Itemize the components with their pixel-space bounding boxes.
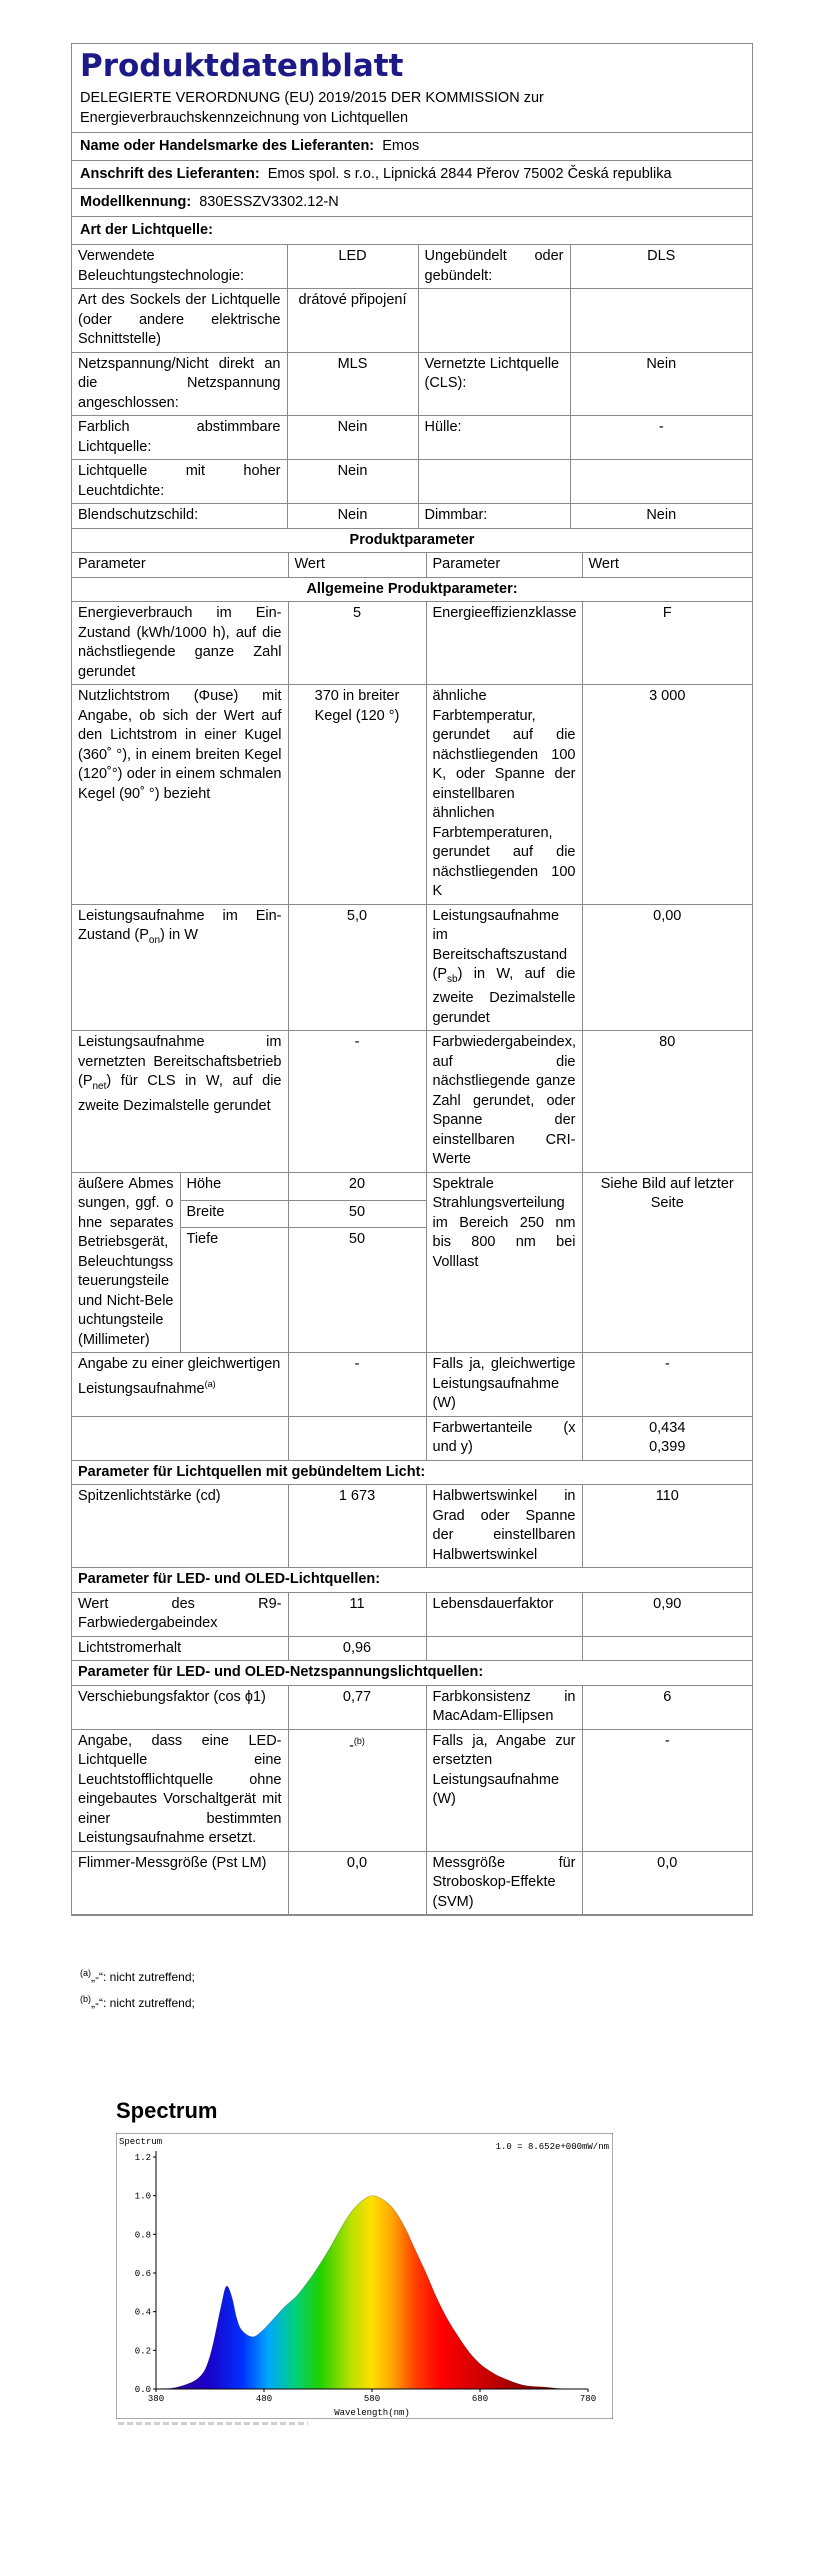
directional-heading: Parameter für Lichtquellen mit gebündeltem Licht: <box>72 1460 752 1485</box>
model-value: 830ESSZV3302.12-N <box>199 194 339 210</box>
general-parameters-heading: Allgemeine Produktparameter: <box>72 577 752 602</box>
table-row <box>72 529 752 553</box>
param-value: 0,90 <box>582 1592 752 1636</box>
param-value: - <box>582 1729 752 1851</box>
type-value: Nein <box>287 504 418 529</box>
table-row <box>72 577 752 602</box>
param-value: 110 <box>582 1485 752 1568</box>
param-label: Angabe, dass eine LED-Lichtquelle eine Leuchtstofflichtquelle ohne eingebautes Vorschaltgerät mit einer bestimmten Leistungsaufnahme ersetzt. <box>72 1729 288 1851</box>
led-heading: Parameter für LED- und OLED-Lichtquellen: <box>72 1568 752 1593</box>
height-label: Höhe <box>180 1172 288 1200</box>
supplier-name-label: Name oder Handelsmarke des Lieferanten: <box>80 138 375 154</box>
supplier-address-row <box>72 161 752 189</box>
table-row <box>72 685 752 905</box>
type-value: - <box>570 416 752 460</box>
supplier-address-label: Anschrift des Lieferanten: <box>80 166 260 182</box>
param-label: Lebensdauerfaktor <box>426 1592 582 1636</box>
chroma-y: 0,399 <box>649 1439 686 1456</box>
table-row <box>72 1353 752 1417</box>
depth-value: 50 <box>288 1228 426 1353</box>
decorative-dashes <box>118 2422 308 2425</box>
y-tick-label: 0.0 <box>134 2385 151 2395</box>
chroma-x: 0,434 <box>649 1419 686 1436</box>
supplier-address-value: Emos spol. s r.o., Lipnická 2844 Přerov 75002 Česká republika <box>267 166 672 182</box>
param-label <box>72 1031 288 1173</box>
y-tick-label: 0.2 <box>134 2346 151 2357</box>
param-value: 370 in breiter Kegel (120 °) <box>288 685 426 905</box>
column-header-parameter: Parameter <box>72 553 288 578</box>
param-value: 1 673 <box>288 1485 426 1568</box>
param-label: Farbkonsistenz in MacAdam-Ellipsen <box>426 1685 582 1729</box>
type-label <box>418 289 570 353</box>
param-label: Energieverbrauch im Ein-Zustand (kWh/1000 h), auf die nächstliegende ganze Zahl gerundet <box>72 602 288 685</box>
x-tick-label: 780 <box>579 2394 597 2404</box>
param-value: 0,00 <box>582 904 752 1031</box>
chart-title: Spectrum <box>119 2137 163 2147</box>
footnotes <box>80 1962 195 2014</box>
height-value: 20 <box>288 1172 426 1200</box>
param-label <box>72 1353 288 1417</box>
pon-sub: on <box>148 934 161 946</box>
param-value: 5 <box>288 602 426 685</box>
table-row <box>72 904 752 1031</box>
type-value: LED <box>287 245 418 289</box>
pon-label-b: ) in W <box>160 927 198 943</box>
footnote <box>80 1962 195 1988</box>
param-value: 0,0 <box>582 1851 752 1915</box>
type-label: Lichtquelle mit hoher Leuchtdichte: <box>72 460 287 504</box>
y-tick-label: 1.0 <box>134 2191 151 2202</box>
chart-annotation: 1.0 = 8.652e+000mW/nm <box>495 2142 609 2152</box>
pnet-sub: net <box>92 1081 107 1093</box>
footnote-mark: (a) <box>80 1968 91 1978</box>
retro-value: - <box>349 1737 354 1754</box>
x-tick-label: 580 <box>363 2394 381 2404</box>
type-label: Blendschutzschild: <box>72 504 287 529</box>
y-tick-label: 0.4 <box>134 2307 151 2318</box>
x-tick-label: 480 <box>255 2394 273 2404</box>
type-value: Nein <box>570 504 752 529</box>
column-header-parameter: Parameter <box>426 553 582 578</box>
footnote-text: „-“: nicht zutreffend; <box>91 1996 195 2010</box>
param-value <box>582 1416 752 1460</box>
mains-heading: Parameter für LED- und OLED-Netzspannungslichtquellen: <box>72 1661 752 1686</box>
table-row <box>72 1851 752 1915</box>
table-row <box>72 1031 752 1173</box>
param-label: Halbwertswinkel in Grad oder Spanne der einstellbaren Halbwertswinkel <box>426 1485 582 1568</box>
param-value: Siehe Bild auf letzter Seite <box>582 1172 752 1353</box>
param-label: Wert des R9-Farbwiedergabeindex <box>72 1592 288 1636</box>
product-data-sheet <box>71 43 753 1916</box>
param-label <box>72 904 288 1031</box>
table-row <box>72 289 752 353</box>
param-label: Spektrale Strahlungsverteilung im Bereich 250 nm bis 800 nm bei Volllast <box>426 1172 582 1353</box>
type-label: Dimmbar: <box>418 504 570 529</box>
param-value: F <box>582 602 752 685</box>
table-row <box>72 1661 752 1686</box>
psb-label-a: Leistungsaufnahme im Bereitschaftszustand (P <box>432 907 568 982</box>
param-label: Falls ja, Angabe zur ersetzten Leistungsaufnahme (W) <box>426 1729 582 1851</box>
type-value: MLS <box>287 352 418 416</box>
product-parameters-table <box>72 529 752 1916</box>
table-row <box>72 416 752 460</box>
empty-cell <box>72 1416 288 1460</box>
footnote-text: „-“: nicht zutreffend; <box>91 1970 195 1984</box>
table-row <box>72 553 752 578</box>
y-tick-label: 1.2 <box>134 2153 151 2163</box>
table-row <box>72 245 752 289</box>
table-row <box>72 460 752 504</box>
param-label: Lichtstromerhalt <box>72 1636 288 1661</box>
empty-cell <box>582 1636 752 1661</box>
column-header-value: Wert <box>288 553 426 578</box>
param-value: 5,0 <box>288 904 426 1031</box>
spectrum-chart <box>116 2133 613 2419</box>
table-row <box>72 1568 752 1593</box>
param-value: - <box>288 1353 426 1417</box>
param-label: Flimmer-Messgröße (Pst LM) <box>72 1851 288 1915</box>
type-label <box>418 460 570 504</box>
column-header-value: Wert <box>582 553 752 578</box>
footnote-mark: (b) <box>80 1994 91 2004</box>
param-label: Verschiebungsfaktor (cos ϕ1) <box>72 1685 288 1729</box>
param-value: - <box>288 1031 426 1173</box>
table-row <box>72 1416 752 1460</box>
table-row <box>72 1592 752 1636</box>
param-label: Farbwertanteile (x und y) <box>426 1416 582 1460</box>
type-value: Nein <box>287 416 418 460</box>
table-row <box>72 602 752 685</box>
param-label <box>426 904 582 1031</box>
type-value: Nein <box>570 352 752 416</box>
dimensions-label: äußere Abmessungen, ggf. ohne separates Betriebsgerät, Beleuchtungssteuerungsteile und Nicht-Beleuchtungsteile (Millimeter) <box>72 1172 180 1353</box>
type-label: Ungebündelt oder gebündelt: <box>418 245 570 289</box>
param-value <box>288 1729 426 1851</box>
width-label: Breite <box>180 1200 288 1228</box>
model-label: Modellkennung: <box>80 194 192 210</box>
param-value: - <box>582 1353 752 1417</box>
table-row <box>72 1460 752 1485</box>
type-value: drátové připojení <box>287 289 418 353</box>
param-value: 6 <box>582 1685 752 1729</box>
pon-label-a: Leistungsaufnahme im Ein-Zustand (P <box>78 907 282 943</box>
param-value: 80 <box>582 1031 752 1173</box>
equiv-sup: (a) <box>204 1378 216 1389</box>
psb-label-b: ) in W, auf die zweite Dezimalstelle gerundet <box>432 966 576 1026</box>
type-label: Art des Sockels der Lichtquelle (oder andere elektrische Schnittstelle) <box>72 289 287 353</box>
table-row <box>72 1485 752 1568</box>
x-axis-label: Wavelength(nm) <box>334 2408 410 2418</box>
empty-cell <box>288 1416 426 1460</box>
y-tick-label: 0.8 <box>134 2230 151 2241</box>
param-label: Falls ja, gleichwertige Leistungsaufnahme (W) <box>426 1353 582 1417</box>
regulation-subtitle: DELEGIERTE VERORDNUNG (EU) 2019/2015 DER KOMMISSION zur Energieverbrauchskennzeichnung von Lichtquellen <box>72 86 752 133</box>
product-parameters-heading: Produktparameter <box>72 529 752 553</box>
type-label: Hülle: <box>418 416 570 460</box>
param-label: Energieeffizienzklasse <box>426 602 582 685</box>
width-value: 50 <box>288 1200 426 1228</box>
light-source-type-table <box>72 245 752 529</box>
param-value: 11 <box>288 1592 426 1636</box>
model-row <box>72 189 752 217</box>
light-type-heading: Art der Lichtquelle: <box>72 217 752 245</box>
equiv-label: Angabe zu einer gleichwertigen Leistungsaufnahme <box>78 1356 281 1397</box>
x-tick-label: 380 <box>147 2394 165 2404</box>
retro-sup: (b) <box>353 1735 365 1746</box>
table-row <box>72 1172 752 1200</box>
supplier-name-value: Emos <box>382 138 420 154</box>
x-tick-label: 680 <box>471 2394 489 2404</box>
param-label: Spitzenlichtstärke (cd) <box>72 1485 288 1568</box>
type-label: Netzspannung/Nicht direkt an die Netzspannung angeschlossen: <box>72 352 287 416</box>
psb-sub: sb <box>447 973 458 985</box>
param-value: 0,0 <box>288 1851 426 1915</box>
table-row <box>72 1636 752 1661</box>
type-label: Vernetzte Lichtquelle (CLS): <box>418 352 570 416</box>
table-row <box>72 352 752 416</box>
type-label: Verwendete Beleuchtungstechnologie: <box>72 245 287 289</box>
param-value: 0,77 <box>288 1685 426 1729</box>
param-value: 3 000 <box>582 685 752 905</box>
type-value <box>570 289 752 353</box>
pnet-label-b: ) für CLS in W, auf die zweite Dezimalstelle gerundet <box>78 1073 282 1114</box>
page-title: Produktdatenblatt <box>80 48 404 84</box>
empty-cell <box>426 1636 582 1661</box>
param-value: 0,96 <box>288 1636 426 1661</box>
type-value <box>570 460 752 504</box>
supplier-name-row <box>72 133 752 161</box>
param-label: Messgröße für Stroboskop-Effekte (SVM) <box>426 1851 582 1915</box>
table-row <box>72 1685 752 1729</box>
y-tick-label: 0.6 <box>134 2269 151 2279</box>
table-row <box>72 1729 752 1851</box>
spectrum-heading: Spectrum <box>116 2098 218 2123</box>
table-row <box>72 504 752 529</box>
type-value: Nein <box>287 460 418 504</box>
param-label: ähnliche Farbtemperatur, gerundet auf die nächstliegenden 100 K, oder Spanne der einstellbaren ähnlichen Farbtemperaturen, gerundet auf die nächstliegenden 100 K <box>426 685 582 905</box>
param-label: Nutzlichtstrom (Φuse) mit Angabe, ob sich der Wert auf den Lichtstrom in einer Kugel (360˚ °), in einem breiten Kegel (120˚°) oder in einem schmalen Kegel (90˚ °) bezieht <box>72 685 288 905</box>
type-label: Farblich abstimmbare Lichtquelle: <box>72 416 287 460</box>
depth-label: Tiefe <box>180 1228 288 1353</box>
type-value: DLS <box>570 245 752 289</box>
param-label: Farbwiedergabeindex, auf die nächstliegende ganze Zahl gerundet, oder Spanne der einstellbaren CRI-Werte <box>426 1031 582 1173</box>
footnote <box>80 1988 195 2014</box>
pnet-label-a: Leistungsaufnahme im vernetzten Bereitschaftsbetrieb (P <box>78 1034 282 1090</box>
